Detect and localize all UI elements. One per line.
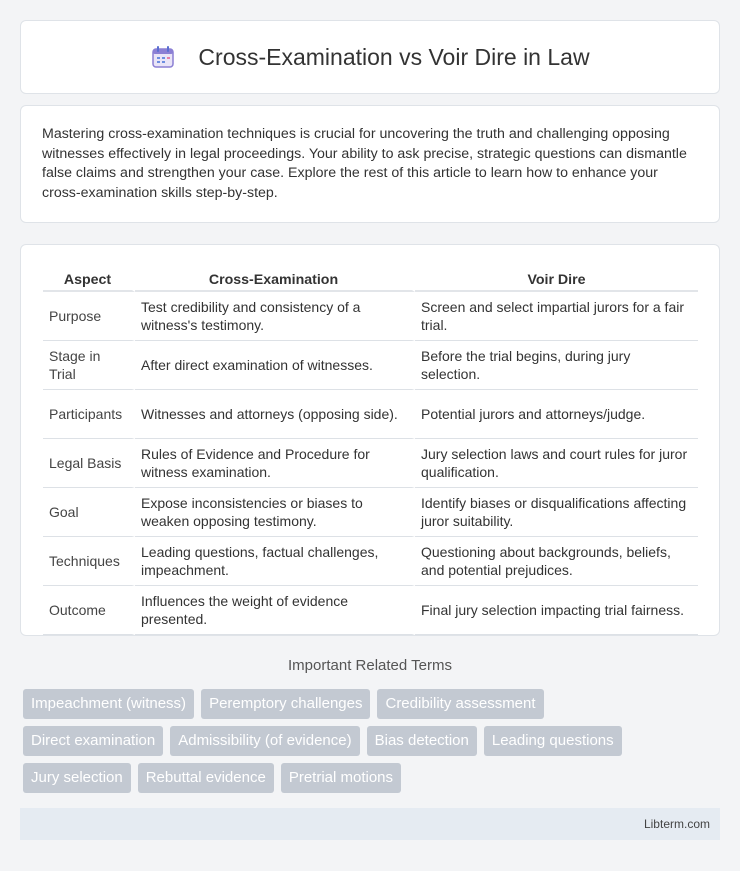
cell-aspect: Stage in Trial (43, 341, 135, 390)
related-terms-title: Important Related Terms (288, 657, 452, 674)
cell-aspect: Goal (43, 488, 135, 537)
related-term-tag[interactable]: Jury selection (23, 763, 131, 793)
tag-row (23, 689, 723, 719)
comparison-card (20, 244, 720, 636)
related-terms-list (23, 689, 723, 800)
page-title: Cross-Examination vs Voir Dire in Law (198, 43, 590, 70)
cell-voir-dire: Potential jurors and attorneys/judge. (415, 390, 698, 439)
related-term-tag[interactable]: Impeachment (witness) (23, 689, 194, 719)
table-row (43, 439, 698, 488)
cell-voir-dire: Jury selection laws and court rules for juror qualification. (415, 439, 698, 488)
related-term-tag[interactable]: Bias detection (367, 726, 477, 756)
header-cross-examination: Cross-Examination (135, 265, 415, 292)
cell-voir-dire: Before the trial begins, during jury selection. (415, 341, 698, 390)
related-term-tag[interactable]: Leading questions (484, 726, 622, 756)
table-row (43, 341, 698, 390)
table-row (43, 292, 698, 341)
cell-cross-examination: Rules of Evidence and Procedure for witness examination. (135, 439, 415, 488)
cell-cross-examination: Influences the weight of evidence presented. (135, 586, 415, 635)
cell-voir-dire: Screen and select impartial jurors for a fair trial. (415, 292, 698, 341)
title-card (20, 20, 720, 94)
cell-cross-examination: Leading questions, factual challenges, impeachment. (135, 537, 415, 586)
table-row (43, 586, 698, 635)
cell-cross-examination: Test credibility and consistency of a witness's testimony. (135, 292, 415, 341)
related-term-tag[interactable]: Pretrial motions (281, 763, 401, 793)
related-term-tag[interactable]: Peremptory challenges (201, 689, 370, 719)
tag-row (23, 763, 723, 793)
cell-aspect: Participants (43, 390, 135, 439)
calendar-icon (150, 44, 176, 70)
cell-voir-dire: Questioning about backgrounds, beliefs, and potential prejudices. (415, 537, 698, 586)
tag-row (23, 726, 723, 756)
table-header-row (43, 265, 698, 292)
table-row (43, 390, 698, 439)
header-voir-dire: Voir Dire (415, 265, 698, 292)
cell-voir-dire: Final jury selection impacting trial fairness. (415, 586, 698, 635)
cell-cross-examination: Expose inconsistencies or biases to weaken opposing testimony. (135, 488, 415, 537)
footer-site-link[interactable]: Libterm.com (643, 817, 710, 831)
related-term-tag[interactable]: Rebuttal evidence (138, 763, 274, 793)
related-term-tag[interactable]: Direct examination (23, 726, 163, 756)
cell-aspect: Legal Basis (43, 439, 135, 488)
intro-card (20, 105, 720, 223)
cell-voir-dire: Identify biases or disqualifications affecting juror suitability. (415, 488, 698, 537)
related-term-tag[interactable]: Credibility assessment (377, 689, 543, 719)
intro-paragraph: Mastering cross-examination techniques is crucial for uncovering the truth and challenging opposing witnesses effectively in legal proceedings. Your ability to ask precise, strategic questions can dismantle false claims and strengthen your case. Explore the rest of this article to learn how to enhance your cross-examination skills step-by-step. (42, 126, 687, 201)
cell-aspect: Techniques (43, 537, 135, 586)
table-row (43, 488, 698, 537)
table-row (43, 537, 698, 586)
cell-aspect: Purpose (43, 292, 135, 341)
header-aspect: Aspect (43, 265, 135, 292)
related-term-tag[interactable]: Admissibility (of evidence) (170, 726, 359, 756)
cell-cross-examination: Witnesses and attorneys (opposing side). (135, 390, 415, 439)
comparison-table (43, 265, 698, 635)
footer (20, 808, 720, 840)
cell-cross-examination: After direct examination of witnesses. (135, 341, 415, 390)
cell-aspect: Outcome (43, 586, 135, 635)
